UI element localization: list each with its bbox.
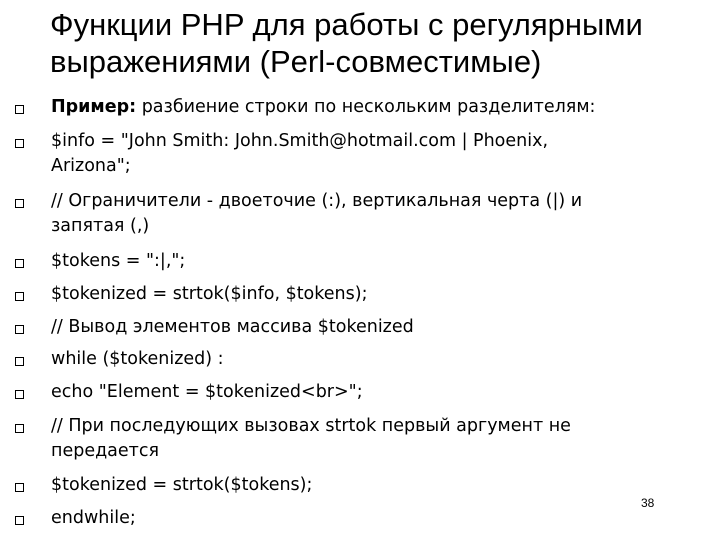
bullet-box-icon bbox=[15, 424, 24, 433]
bullet-text: $tokens = ":|,"; bbox=[51, 251, 186, 271]
bullet-text: // Вывод элементов массива $tokenized bbox=[51, 317, 414, 337]
bullet-box-icon bbox=[15, 292, 24, 301]
bullet-box-icon bbox=[15, 325, 24, 334]
bullet-box-icon bbox=[15, 516, 24, 525]
bullet-box-icon bbox=[15, 357, 24, 366]
bullet-text-line-2: запятая (,) bbox=[51, 216, 150, 236]
bullet-text: echo "Element = $tokenized<br>"; bbox=[51, 382, 363, 402]
bullet-bold-label: Пример: bbox=[51, 97, 137, 117]
bullet-text-line-1: $info = "John Smith: John.Smith@hotmail.com | Phoenix, bbox=[51, 131, 549, 151]
bullet-text-line-2: передается bbox=[51, 441, 160, 461]
bullet-text-line-1: // Ограничители - двоеточие (:), вертикальная черта (|) и bbox=[51, 191, 583, 211]
bullet-text bbox=[51, 94, 691, 120]
bullet-text: $tokenized = strtok($info, $tokens); bbox=[51, 284, 368, 304]
bullet-text: endwhile; bbox=[51, 508, 136, 528]
bullet-box-icon bbox=[15, 105, 24, 114]
bullet-box-icon bbox=[15, 483, 24, 492]
bullet-rest: разбиение строки по нескольким разделителям: bbox=[136, 97, 596, 117]
bullet-text-line-2: Arizona"; bbox=[51, 156, 131, 176]
bullet-text-line-1: // При последующих вызовах strtok первый аргумент не bbox=[51, 416, 571, 436]
title-line-1: Функции PHP для работы с регулярными bbox=[50, 7, 643, 42]
bullet-text: $tokenized = strtok($tokens); bbox=[51, 475, 313, 495]
bullet-box-icon bbox=[15, 139, 24, 148]
page-number: 38 bbox=[641, 496, 655, 510]
bullet-text: while ($tokenized) : bbox=[51, 349, 224, 369]
bullet-box-icon bbox=[15, 390, 24, 399]
bullet-box-icon bbox=[15, 259, 24, 268]
title-line-2: выражениями (Perl-совместимые) bbox=[50, 44, 542, 79]
bullet-box-icon bbox=[15, 199, 24, 208]
